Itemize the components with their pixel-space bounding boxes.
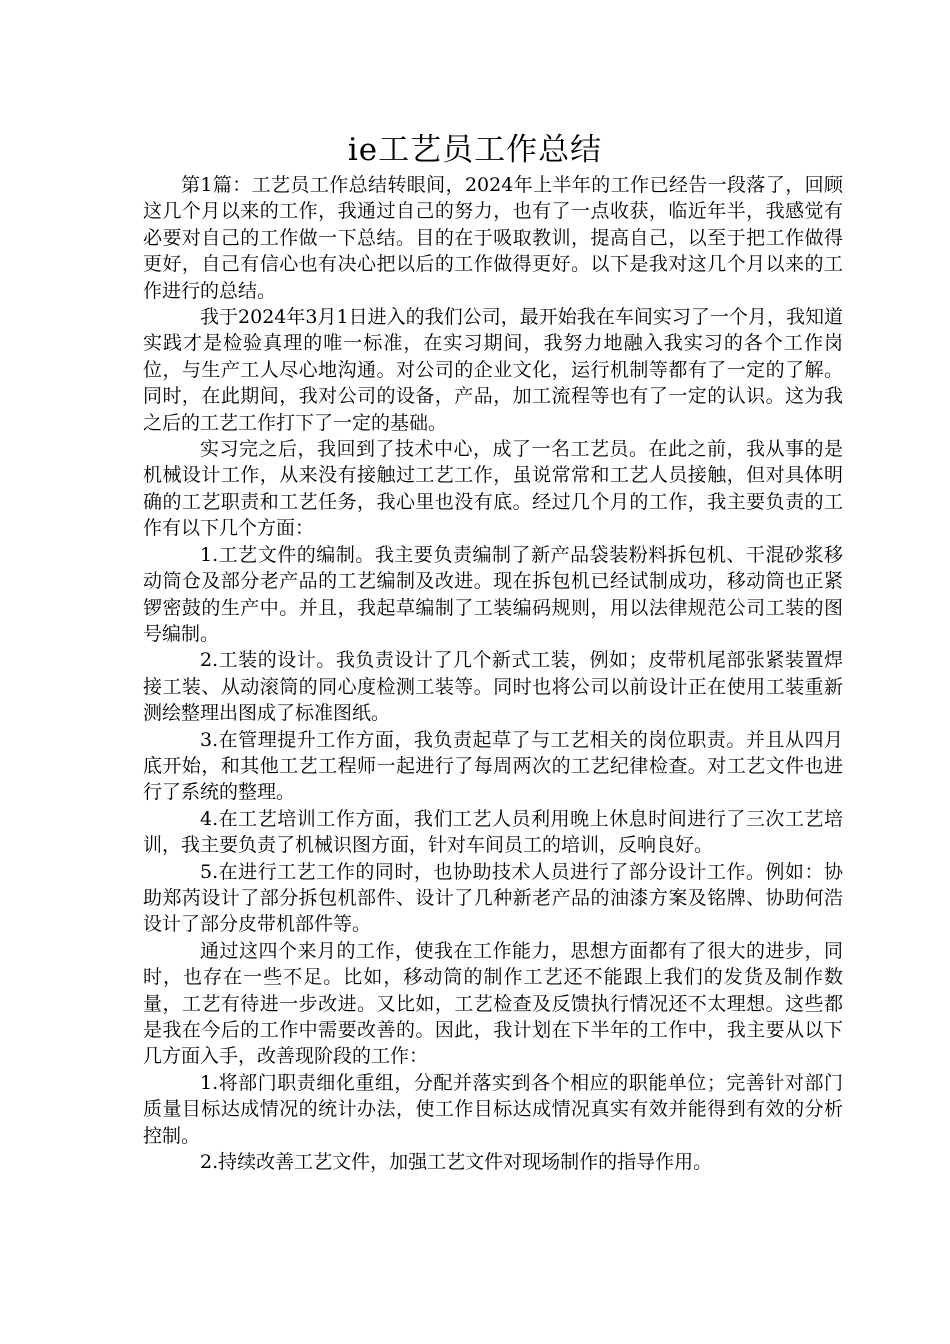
document-title: ie工艺员工作总结 — [347, 132, 603, 168]
paragraph-internship: 我于2024年3月1日进入的我们公司，最开始我在车间实习了一个月，我知道实践才是检验真理的唯一标准，在实习期间，我努力地融入我实习的各个工作岗位，与生产工人尽心地沟通。对公司的企业文化，运行机制等都有了一定的了解。同时，在此期间，我对公司的设备，产品，加工流程等也有了一定的认识。这为我之后的工艺工作打下了一定的基础。 — [143, 306, 843, 434]
document-body — [143, 172, 843, 1175]
paragraph-item-4: 4.在工艺培训工作方面，我们工艺人员利用晚上休息时间进行了三次工艺培训，我主要负责了机械识图方面，针对车间员工的培训，反响良好。 — [143, 807, 843, 857]
paragraph-intro: 第1篇：工艺员工作总结转眼间，2024年上半年的工作已经告一段落了，回顾这几个月以来的工作，我通过自己的努力，也有了一点收获，临近年半，我感觉有必要对自己的工作做一下总结。目的在于吸取教训，提高自己，以至于把工作做得更好，自己有信心也有决心把以后的工作做得更好。以下是我对这几个月以来的工作进行的总结。 — [143, 174, 843, 302]
paragraph-item-3: 3.在管理提升工作方面，我负责起草了与工艺相关的岗位职责。并且从四月底开始，和其他工艺工程师一起进行了每周两次的工艺纪律检查。对工艺文件也进行了系统的整理。 — [143, 728, 843, 804]
paragraph-item-2: 2.工装的设计。我负责设计了几个新式工装，例如；皮带机尾部张紧装置焊接工装、从动滚筒的同心度检测工装等。同时也将公司以前设计正在使用工装重新测绘整理出图成了标准图纸。 — [143, 649, 843, 725]
paragraph-item-5: 5.在进行工艺工作的同时，也协助技术人员进行了部分设计工作。例如：协助郑芮设计了部分拆包机部件、设计了几种新老产品的油漆方案及铭牌、协助何浩设计了部分皮带机部件等。 — [143, 860, 843, 936]
paragraph-role: 实习完之后，我回到了技术中心，成了一名工艺员。在此之前，我从事的是机械设计工作，从来没有接触过工艺工作，虽说常常和工艺人员接触，但对具体明确的工艺职责和工艺任务，我心里也没有底。经过几个月的工作，我主要负责的工作有以下几个方面： — [143, 438, 843, 540]
paragraph-reflection: 通过这四个来月的工作，使我在工作能力，思想方面都有了很大的进步，同时，也存在一些不足。比如，移动筒的制作工艺还不能跟上我们的发货及制作数量，工艺有待进一步改进。又比如，工艺检查及反馈执行情况还不太理想。这些都是我在今后的工作中需要改善的。因此，我计划在下半年的工作中，我主要从以下几方面入手，改善现阶段的工作： — [143, 939, 843, 1068]
paragraph-plan-1: 1.将部门职责细化重组，分配并落实到各个相应的职能单位；完善针对部门质量目标达成情况的统计办法，使工作目标达成情况真实有效并能得到有效的分析控制。 — [143, 1071, 843, 1147]
paragraph-plan-2: 2.持续改善工艺文件，加强工艺文件对现场制作的指导作用。 — [200, 1151, 713, 1174]
paragraph-item-1: 1.工艺文件的编制。我主要负责编制了新产品袋装粉料拆包机、干混砂浆移动筒仓及部分老产品的工艺编制及改进。现在拆包机已经试制成功，移动筒也正紧锣密鼓的生产中。并且，我起草编制了工装编码规则，用以法律规范公司工装的图号编制。 — [143, 543, 843, 645]
